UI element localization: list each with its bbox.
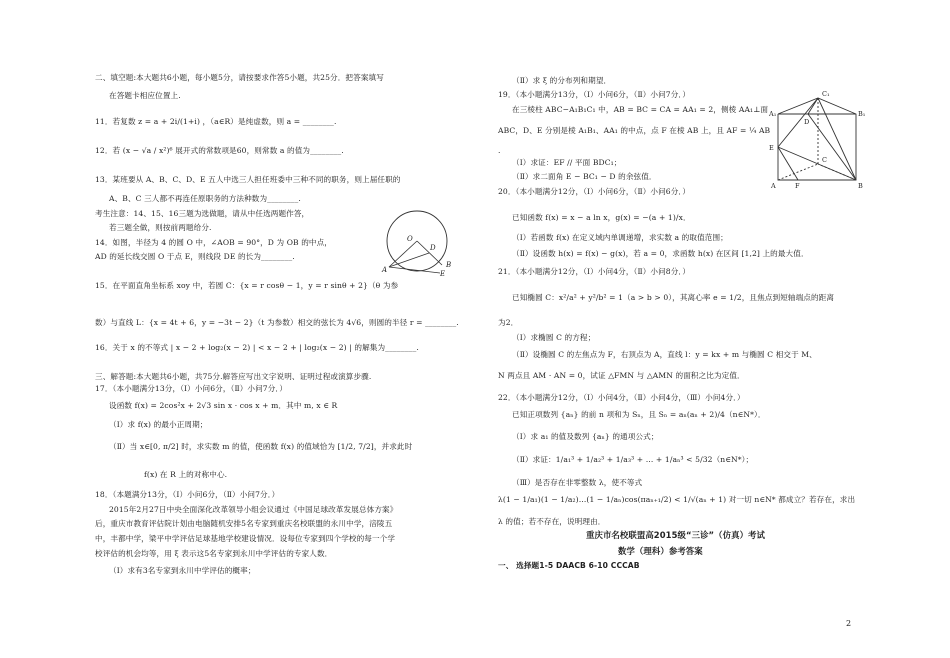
left-text-line: 12．若 (x − √a / x²)⁶ 展开式的常数项是60，则常数 a 的值为________. [95,146,344,155]
circle-label-O: O [407,235,413,243]
left-text-line: f(x) 在 R 上的对称中心. [144,470,228,479]
right-text-line: （Ⅱ）求二面角 E − BC₁ − D 的余弦值． [512,172,657,181]
right-text-line: （Ⅰ）若函数 f(x) 在定义域内单调递增，求实数 a 的取值范围； [512,233,728,242]
right-text-line: （Ⅱ）设函数 h(x) = f(x) − g(x)，若 a = 0，求函数 h(x) 在区间 [1,2] 上的最大值． [512,249,809,258]
left-text-line: （Ⅱ）当 x∈[0, π/2] 时，求实数 m 的值，使函数 f(x) 的值域恰为 [1/2, 7/2]，并求此时 [109,442,413,451]
right-text-line: λ(1 − 1/a₁)(1 − 1/a₂)…(1 − 1/aₙ)cos(πaₙ₊₁/2) < 1/√(aₙ + 1) 对一切 n∈N* 都成立？若存在，求出 [498,495,856,504]
circle-figure [374,205,464,285]
left-text-line: 二、填空题:本大题共6小题，每小题5分，请按要求作答5小题，共25分．把答案填写 [95,73,384,82]
prism-label-B: B [858,182,863,190]
right-text-line: 为2． [498,318,519,327]
left-text-line: 11．若复数 z = a + 2i/(1+i) ，（a∈R）是纯虚数，则 a = ________. [95,117,337,126]
right-text-line: . [498,146,501,155]
prism-label-F: F [795,182,800,190]
right-text-line: （Ⅱ）设椭圆 C 的左焦点为 F，右顶点为 A，直线 l：y = kx + m 与椭圆 C 相交于 M、 [512,350,817,359]
left-text-line: 中，丰都中学，梁平中学评估足球基地学校建设情况．设每位专家到四个学校的每一个学 [95,534,396,543]
prism-label-A1: A₁ [769,110,777,118]
left-text-line: 14．如图，半径为 4 的圆 O 中，∠AOB = 90°，D 为 OB 的中点， [95,238,333,247]
left-text-line: 三、解答题:本大题共6小题，共75分.解答应写出文字说明、证明过程或演算步骤. [95,372,372,381]
right-text-line: 已知函数 f(x) = x − a ln x，g(x) = −(a + 1)/x． [512,213,691,222]
right-text-line: 已知正项数列 {aₙ} 的前 n 项和为 Sₙ，且 Sₙ = aₙ(aₙ + 2)/4（n∈N*）． [512,410,766,419]
left-text-line: 18．（本题满分13分，（Ⅰ）小问6分，（Ⅱ）小问7分．） [95,490,280,499]
prism-label-E: E [769,144,774,152]
right-text-line: （Ⅲ）是否存在非零整数 λ，使不等式 [512,478,643,487]
answer-line: 一、 选择题1-5 DAACB 6-10 CCCAB [498,561,640,570]
right-text-line: N 两点且 AM · AN = 0，试证 △FMN 与 △AMN 的面积之比为定值． [498,371,745,380]
left-text-line: 16．关于 x 的不等式 | x − 2 + log₂(x − 2) | < x − 2 + | log₂(x − 2) | 的解集为________. [95,343,419,352]
prism-figure [768,84,868,194]
circle-label-A: A [382,266,388,274]
left-text-line: 若三题全做，则按前两题给分. [109,223,212,232]
right-text-line: 在三棱柱 ABC−A₁B₁C₁ 中，AB = BC = CA = AA₁ = 2，侧棱 AA₁⊥面 [512,105,769,114]
left-text-line: 校评估的机会均等，用 ξ 表示这5名专家到永川中学评估的专家人数． [95,549,333,558]
left-text-line: 15．在平面直角坐标系 xoy 中，若圆 C：{x = r cosθ − 1，y = r sinθ + 2}（θ 为参 [95,281,399,290]
right-text-line: （Ⅰ）求椭圆 C 的方程； [512,333,596,342]
left-text-line: 设函数 f(x) = 2cos²x + 2√3 sin x · cos x + m．其中 m, x ∈ R [109,401,338,410]
prism-label-C1: C₁ [822,90,830,98]
left-text-line: 数）与直线 L：{x = 4t + 6，y = −3t − 2}（t 为参数）相交的弦长为 4√6，则圆的半径 r = ________. [95,318,459,327]
right-text-line: （Ⅱ）求 ξ 的分布列和期望． [512,76,612,85]
left-text-line: A、B、C 三人都不再连任原职务的方法种数为________. [109,194,301,203]
right-text-line: 22．（本小题满分12分，（Ⅰ）小问4分，（Ⅱ）小问4分，（Ⅲ）小问4分．） [498,393,745,402]
right-text-line: 19．（本小题满分13分，（Ⅰ）小问6分，（Ⅱ）小问7分．） [498,90,691,99]
circle-label-E: E [440,270,446,278]
right-text-line: 21．（本小题满分12分，（Ⅰ）小问4分，（Ⅱ）小问8分．） [498,267,691,276]
left-text-line: 13．某班要从 A、B、C、D、E 五人中选三人担任班委中三种不同的职务，则上届任职的 [95,175,401,184]
prism-label-A: A [771,182,776,190]
answer-subtitle: 数学（理科）参考答案 [618,546,703,556]
prism-label-C: C [822,156,827,164]
right-text-line: （Ⅰ）求 a₁ 的值及数列 {aₙ} 的通项公式； [512,432,659,441]
prism-label-B1: B₁ [858,110,866,118]
left-text-line: （Ⅰ）求有3名专家到永川中学评估的概率； [109,566,256,575]
circle-label-B: B [446,261,452,269]
left-text-line: （Ⅰ）求 f(x) 的最小正周期； [109,420,208,429]
right-text-line: ABC，D、E 分别是棱 A₁B₁、AA₁ 的中点，点 F 在棱 AB 上，且 AF = ¼ AB [498,126,771,135]
answer-title: 重庆市名校联盟高2015级“三诊”（仿真）考试 [586,530,765,540]
right-text-line: （Ⅰ）求证：EF // 平面 BDC₁； [512,158,622,167]
left-text-line: AD 的延长线交圆 O 于点 E，则线段 DE 的长为________. [95,252,295,261]
left-text-line: 2015年2月27日中央全面深化改革领导小组会议通过《中国足球改革发展总体方案》 [109,505,398,514]
page-number: 2 [846,619,852,628]
right-text-line: 已知椭圆 C：x²/a² + y²/b² = 1（a > b > 0），其离心率 e = 1/2，且焦点到短轴端点的距离 [512,293,835,302]
right-text-line: （Ⅱ）求证：1/a₁³ + 1/a₂³ + 1/a₃³ + … + 1/aₙ³ < 5/32（n∈N*）； [512,455,754,464]
circle-label-D: D [430,244,436,252]
left-text-line: 考生注意：14、15、16三题为选做题，请从中任选两题作答， [95,209,310,218]
prism-label-D: D [804,118,810,126]
left-text-line: 17．（本小题满分13分，（Ⅰ）小问6分，（Ⅱ）小问7分．） [95,384,288,393]
right-text-line: λ 的值；若不存在，说明理由． [498,517,606,526]
right-text-line: 20．（本小题满分12分，（Ⅰ）小问6分，（Ⅱ）小问6分．） [498,187,691,196]
left-text-line: 在答题卡相应位置上. [109,91,181,100]
left-text-line: 后，重庆市教育评估院计划由电脑随机安排5名专家到重庆名校联盟的永川中学，涪陵五 [95,519,393,528]
